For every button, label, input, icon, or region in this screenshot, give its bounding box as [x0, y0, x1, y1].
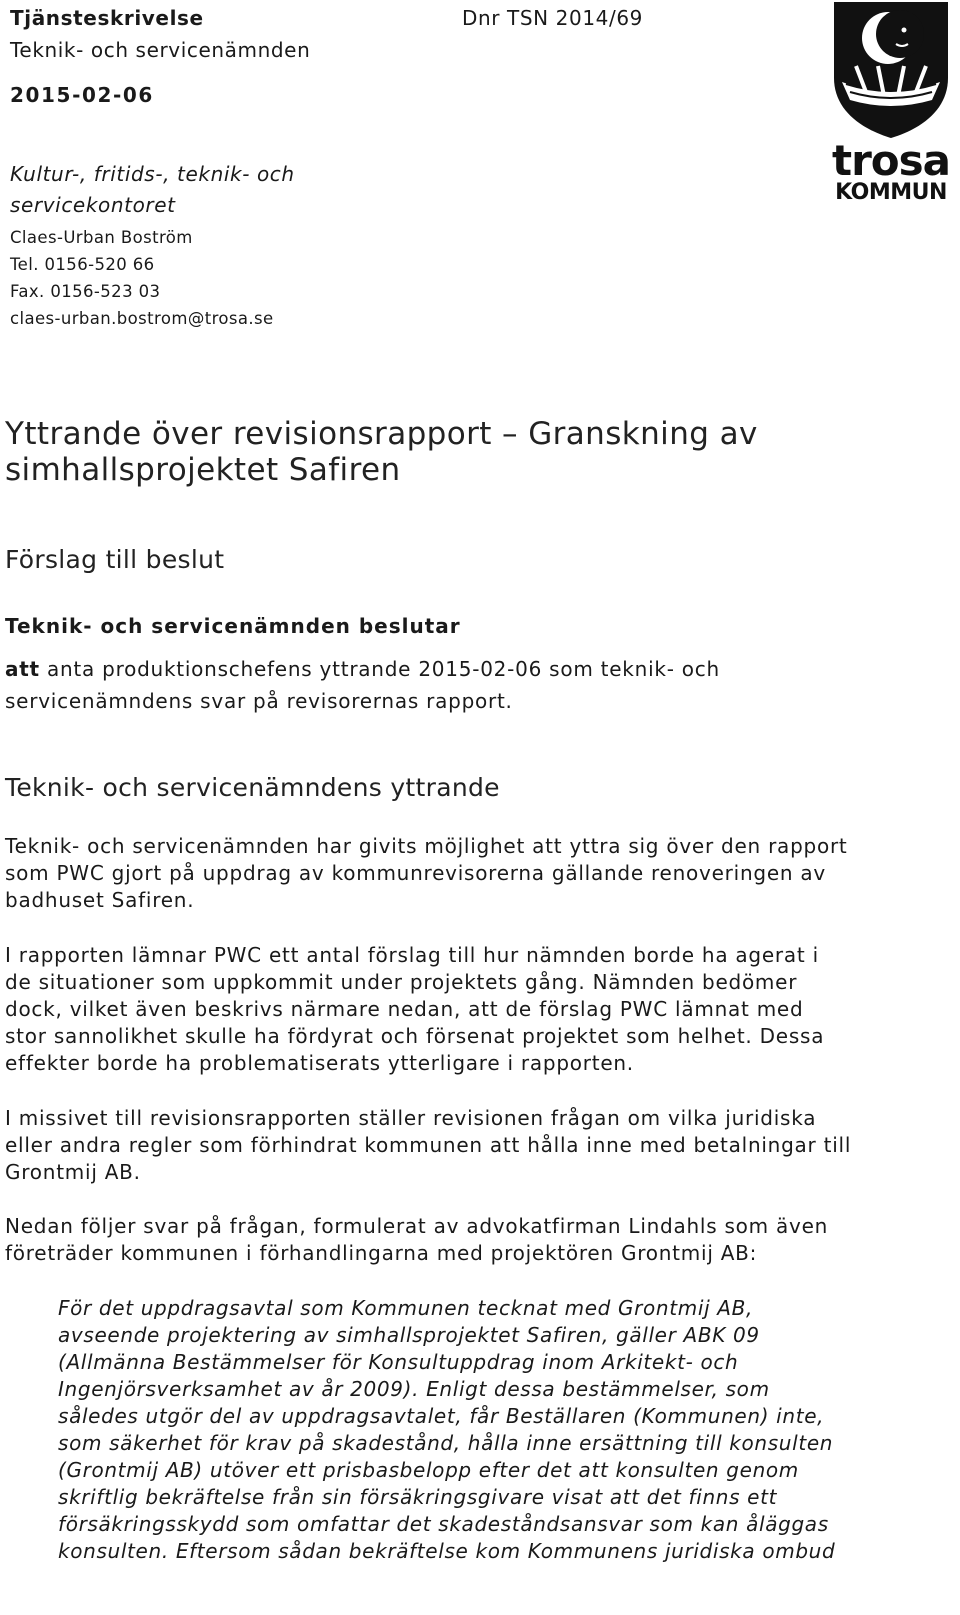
office-name-line2: servicekontoret [10, 193, 176, 217]
quote-line: konsulten. Eftersom sådan bekräftelse kom Kommunens juridiska ombud [58, 1539, 836, 1563]
coat-of-arms-icon [826, 0, 956, 140]
statement-heading: Teknik- och servicenämndens yttrande [5, 773, 500, 802]
paragraph-2-line: I rapporten lämnar PWC ett antal förslag till hur nämnden borde ha agerat i [5, 943, 819, 967]
paragraph-2-line: dock, vilket även beskrivs närmare nedan, att de förslag PWC lämnat med [5, 997, 804, 1021]
paragraph-1-line: som PWC gjort på uppdrag av kommunrevisorerna gällande renoveringen av [5, 861, 826, 885]
document-title-line1: Yttrande över revisionsrapport – Granskning av [5, 416, 758, 452]
quote-line: som säkerhet för krav på skadestånd, hålla inne ersättning till konsulten [58, 1431, 834, 1455]
att-keyword: att [5, 657, 40, 681]
board-decides: Teknik- och servicenämnden beslutar [5, 614, 461, 638]
paragraph-2-line: stor sannolikhet skulle ha fördyrat och försenat projektet som helhet. Dessa [5, 1024, 825, 1048]
paragraph-2-line: effekter borde ha problematiserats ytterligare i rapporten. [5, 1051, 634, 1075]
quote-line: avseende projektering av simhallsprojektet Safiren, gäller ABK 09 [58, 1323, 760, 1347]
quote-line: (Grontmij AB) utöver ett prisbasbelopp efter det att konsulten genom [58, 1458, 799, 1482]
quote-line: försäkringsskydd som omfattar det skadeståndsansvar som kan åläggas [58, 1512, 829, 1536]
quote-line: skriftlig bekräftelse från sin försäkringsgivare visat att det finns ett [58, 1485, 778, 1509]
paragraph-3-line: eller andra regler som förhindrat kommunen att hålla inne med betalningar till [5, 1133, 852, 1157]
document-date: 2015-02-06 [10, 83, 154, 107]
logo-word-trosa: trosa [832, 136, 950, 185]
paragraph-3-line: I missivet till revisionsrapporten ställer revisionen frågan om vilka juridiska [5, 1106, 817, 1130]
board-name: Teknik- och servicenämnden [10, 38, 311, 62]
quote-line: (Allmänna Bestämmelser för Konsultuppdrag inom Arkitekt- och [58, 1350, 739, 1374]
document-type: Tjänsteskrivelse [10, 6, 204, 30]
proposal-heading: Förslag till beslut [5, 545, 225, 574]
registration-number: Dnr TSN 2014/69 [462, 6, 643, 30]
decision-text: anta produktionschefens yttrande 2015-02-06 som teknik- och [39, 657, 720, 681]
paragraph-2-line: de situationer som uppkommit under projektets gång. Nämnden bedömer [5, 970, 798, 994]
office-name-line1: Kultur-, fritids-, teknik- och [10, 162, 295, 186]
document-title-line2: simhallsprojektet Safiren [5, 452, 401, 488]
decision-line2: servicenämndens svar på revisorernas rapport. [5, 689, 513, 713]
contact-email: claes-urban.bostrom@trosa.se [10, 309, 274, 328]
paragraph-3-line: Grontmij AB. [5, 1160, 141, 1184]
contact-fax: Fax. 0156-523 03 [10, 282, 161, 301]
quote-line: För det uppdragsavtal som Kommunen tecknat med Grontmij AB, [58, 1296, 753, 1320]
contact-phone: Tel. 0156-520 66 [10, 255, 155, 274]
paragraph-4-line: företräder kommunen i förhandlingarna med projektören Grontmij AB: [5, 1241, 758, 1265]
paragraph-1-line: badhuset Safiren. [5, 888, 195, 912]
decision-line1 [5, 657, 720, 681]
quote-line: således utgör del av uppdragsavtalet, får Beställaren (Kommunen) inte, [58, 1404, 825, 1428]
logo-word-kommun: KOMMUN [835, 180, 947, 205]
paragraph-1-line: Teknik- och servicenämnden har givits möjlighet att yttra sig över den rapport [5, 834, 848, 858]
trosa-kommun-logo [826, 0, 956, 210]
contact-name: Claes-Urban Boström [10, 228, 193, 247]
quote-line: Ingenjörsverksamhet av år 2009). Enligt dessa bestämmelser, som [58, 1377, 770, 1401]
paragraph-4-line: Nedan följer svar på frågan, formulerat av advokatfirman Lindahls som även [5, 1214, 829, 1238]
